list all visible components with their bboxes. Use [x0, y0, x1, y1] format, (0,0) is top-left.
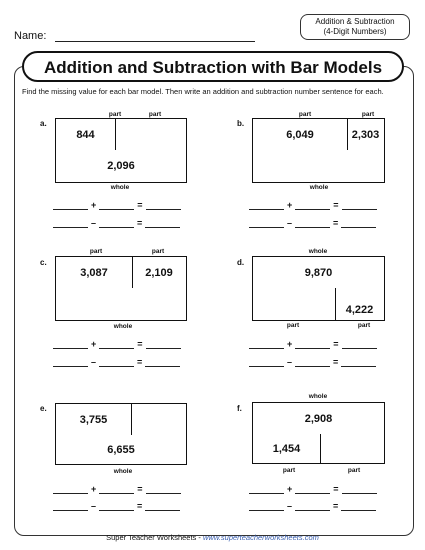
problem-e-whole-bar: [55, 435, 187, 465]
problem-b-part1: 6,049: [286, 128, 314, 141]
problem-b-part-label-2: part: [361, 111, 375, 118]
problem-b-whole[interactable]: [253, 150, 384, 182]
problem-c-whole-bar: [55, 288, 187, 321]
problem-d-parts-bar: [252, 288, 385, 321]
footer-text: Super Teacher Worksheets -: [106, 533, 203, 542]
problem-d-part-label-1: part: [286, 322, 300, 329]
badge-line-1: Addition & Subtraction: [315, 17, 395, 26]
problem-f-whole: 2,908: [304, 412, 333, 425]
problem-e-whole: 6,655: [107, 443, 135, 456]
instructions: Find the missing value for each bar model. Then write an addition and subtraction number sentence for each.: [22, 87, 384, 96]
problem-a-part-label-1: part: [108, 111, 122, 118]
name-label: Name:: [14, 30, 47, 42]
problem-f-addition-sentence[interactable]: + =: [246, 484, 380, 494]
problem-c-addition-sentence[interactable]: + =: [50, 339, 184, 349]
problem-b-subtraction-sentence[interactable]: – =: [246, 218, 379, 228]
problem-c-part1: 3,087: [80, 266, 108, 279]
problem-a-letter: a.: [40, 119, 47, 128]
page-title: Addition and Subtraction with Bar Models: [22, 51, 404, 82]
problem-a-parts-bar: [55, 118, 187, 151]
problem-a-whole: 2,096: [107, 160, 135, 172]
problem-f-part-label-1: part: [282, 467, 296, 474]
problem-b-parts-bar: [252, 118, 385, 151]
problem-a-subtraction-sentence[interactable]: – =: [50, 218, 183, 228]
problem-f-parts-bar: [252, 434, 385, 464]
problem-d-part-label-2: part: [357, 322, 371, 329]
problem-d-part2: 4,222: [335, 288, 383, 320]
problem-e-part2[interactable]: [131, 404, 185, 435]
problem-f-subtraction-sentence[interactable]: – =: [246, 501, 379, 511]
problem-c-part-label-2: part: [151, 248, 165, 255]
problem-e-letter: e.: [40, 404, 47, 413]
topic-badge: [300, 14, 410, 40]
problem-b-addition-sentence[interactable]: + =: [246, 200, 380, 210]
problem-e-parts-bar: [55, 403, 187, 436]
problem-b-part2: 2,303: [347, 119, 383, 150]
problem-d-whole-bar: [252, 256, 385, 289]
badge-line-2: (4-Digit Numbers): [323, 27, 387, 36]
problem-f-letter: f.: [237, 404, 242, 413]
problem-e-whole-label: whole: [113, 468, 133, 475]
problem-a-part-label-2: part: [148, 111, 162, 118]
problem-a-part2[interactable]: [115, 119, 185, 150]
problem-f-whole-bar: [252, 402, 385, 435]
problem-d-letter: d.: [237, 258, 245, 267]
problem-e-addition-sentence[interactable]: + =: [50, 484, 184, 494]
problem-a-part1: 844: [76, 128, 95, 141]
problem-c-part2: 2,109: [132, 257, 185, 288]
problem-e-part1: 3,755: [79, 413, 108, 426]
problem-d-part1[interactable]: [253, 288, 335, 320]
problem-d-whole: 9,870: [304, 266, 333, 279]
problem-c-part-label-1: part: [89, 248, 103, 255]
footer-url-link[interactable]: www.superteacherworksheets.com: [202, 533, 319, 542]
problem-b-whole-label: whole: [309, 184, 329, 191]
problem-f-part2[interactable]: [320, 434, 383, 463]
problem-e-subtraction-sentence[interactable]: – =: [50, 501, 183, 511]
name-line[interactable]: [55, 41, 255, 42]
problem-f-part1: 1,454: [272, 442, 301, 455]
problem-a-whole-label: whole: [110, 184, 130, 191]
problem-c-subtraction-sentence[interactable]: – =: [50, 357, 183, 367]
problem-a-whole-bar: [55, 150, 187, 183]
problem-c-letter: c.: [40, 258, 47, 267]
problem-f-whole-label: whole: [308, 393, 328, 400]
problem-c-parts-bar: [55, 256, 187, 289]
problem-d-subtraction-sentence[interactable]: – =: [246, 357, 379, 367]
problem-b-whole-bar: [252, 150, 385, 183]
problem-b-letter: b.: [237, 119, 245, 128]
problem-d-whole-label: whole: [308, 248, 328, 255]
problem-b-part-label-1: part: [298, 111, 312, 118]
footer: [0, 533, 425, 542]
problem-f-part-label-2: part: [347, 467, 361, 474]
problem-a-addition-sentence[interactable]: + =: [50, 200, 184, 210]
problem-d-addition-sentence[interactable]: + =: [246, 339, 380, 349]
problem-c-whole[interactable]: [56, 288, 186, 320]
problem-c-whole-label: whole: [113, 323, 133, 330]
